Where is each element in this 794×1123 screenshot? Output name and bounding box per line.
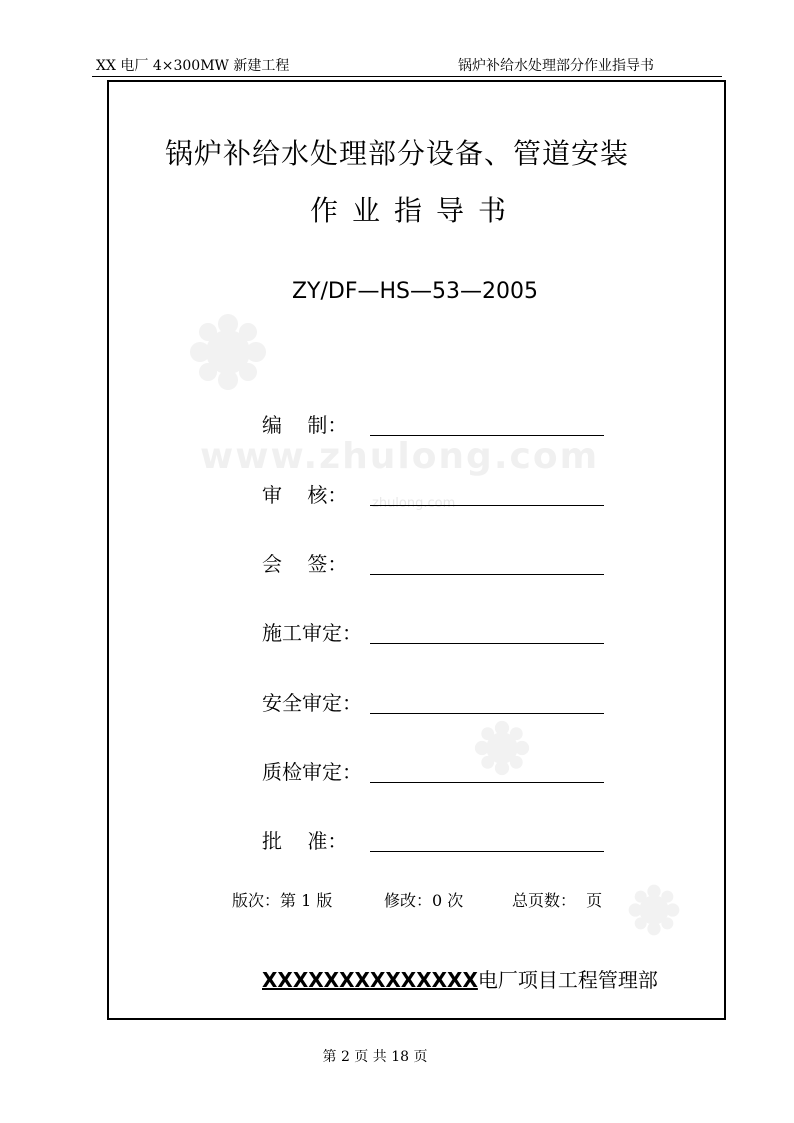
document-code: ZY/DF—HS—53—2005 — [291, 279, 538, 304]
sign-line-approve — [370, 851, 604, 852]
sign-line-construction-approval — [370, 643, 604, 644]
sign-label-quality-approval: 质检审定： — [262, 760, 362, 784]
sign-label-approve: 批 准： — [262, 829, 348, 853]
sign-label-safety-approval: 安全审定： — [262, 691, 362, 715]
sign-line-review — [370, 505, 604, 506]
sign-line-compile — [370, 435, 604, 436]
snowflake-watermark-icon — [626, 882, 682, 938]
sign-label-construction-approval: 施工审定： — [262, 621, 362, 645]
document-subtitle: 作业指导书 — [309, 194, 520, 227]
snowflake-watermark-icon — [472, 718, 532, 778]
header-rule — [92, 76, 722, 77]
sign-label-compile: 编 制： — [262, 413, 348, 437]
sign-label-countersign: 会 签： — [262, 552, 348, 576]
snowflake-watermark-icon — [186, 310, 270, 394]
organization-placeholder: XXXXXXXXXXXXXX — [262, 968, 478, 992]
sign-line-safety-approval — [370, 713, 604, 714]
header-document-name: 锅炉补给水处理部分作业指导书 — [458, 58, 654, 74]
header-project-name: XX 电厂 4×300MW 新建工程 — [96, 58, 290, 74]
page-number: 第 2 页 共 18 页 — [322, 1049, 428, 1065]
watermark-text: www.zhulong.com — [200, 436, 600, 477]
organization-suffix: 电厂项目工程管理部 — [477, 968, 658, 992]
revision-count: 修改：0 次 — [384, 891, 464, 910]
sign-label-review: 审 核： — [262, 483, 348, 507]
version-number: 版次：第 1 版 — [232, 891, 333, 910]
total-pages: 总页数： 页 — [512, 891, 603, 910]
organization-name — [262, 966, 658, 994]
sign-line-quality-approval — [370, 782, 604, 783]
watermark-small-text: zhulong.com — [372, 496, 456, 511]
document-title: 锅炉补给水处理部分设备、管道安装 — [164, 137, 629, 170]
sign-line-countersign — [370, 574, 604, 575]
